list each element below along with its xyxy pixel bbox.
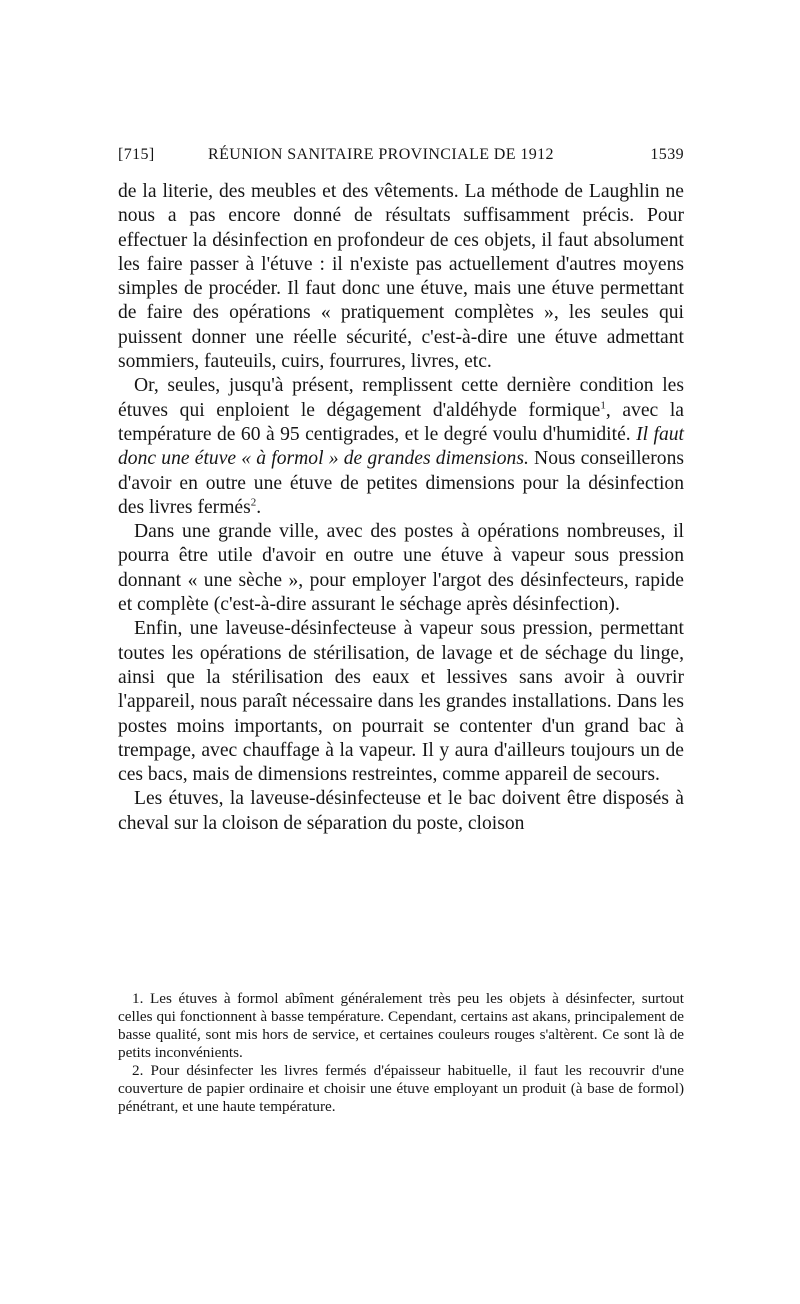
running-title: RÉUNION SANITAIRE PROVINCIALE DE 1912	[208, 146, 554, 163]
running-header	[118, 146, 684, 170]
paragraph-2-italic: Il faut donc une étuve « à formol » de grandes dimensions.	[118, 423, 684, 470]
paragraph-2	[118, 374, 684, 520]
paragraph-2-part-a: Or, seules, jusqu'à présent, remplissent cette dernière condition les étuves qui enploient le dégagement d'aldéhyde formique	[118, 375, 684, 421]
footnotes	[118, 990, 684, 1116]
body-text	[118, 180, 684, 836]
page-number: 1539	[650, 146, 684, 163]
footnote-ref-2: 2	[250, 496, 257, 509]
paragraph-2-part-b: , avec la température de 60 à 95 centigrades, et le degré voulu d'humidité.	[118, 399, 684, 445]
folio-left: [715]	[118, 146, 155, 163]
footnote-1: 1. Les étuves à formol abîment généralement très peu les objets à désinfecter, surtout celles qui fonctionnent à basse température. Cependant, certains ast akans, principalement de basse qualité, sont mis hors de service, et certaines couleurs rouges s'altèrent. Ce sont là de petits inconvénients.	[118, 990, 684, 1061]
footnote-2: 2. Pour désinfecter les livres fermés d'épaisseur habituelle, il faut les recouvrir d'une couverture de papier ordinaire et choisir une étuve employant un produit (à base de formol) pénétrant, et une haute température.	[118, 1062, 684, 1115]
paragraph-2-part-d: .	[256, 496, 262, 518]
paragraph-2-part-c: Nous conseillerons d'avoir en outre une étuve de petites dimensions pour la désinfection des livres fermés	[118, 448, 684, 518]
paragraph-1: de la literie, des meubles et des vêtements. La méthode de Laughlin ne nous a pas encore donné de résultats suffisamment précis. Pour effectuer la désinfection en profondeur de ces objets, il faut absolument les faire passer à l'étuve : il n'existe pas actuellement d'autres moyens simples de procéder. Il faut donc une étuve, mais une étuve permettant de faire des opérations « pratiquement complètes », les seules qui puissent donner une réelle sécurité, c'est-à-dire une étuve admettant sommiers, fauteuils, cuirs, fourrures, livres, etc.	[118, 181, 684, 373]
paragraph-5: Les étuves, la laveuse-désinfecteuse et le bac doivent être disposés à cheval sur la cloison de séparation du poste, cloison	[118, 788, 684, 834]
paragraph-4: Enfin, une laveuse-désinfecteuse à vapeur sous pression, permettant toutes les opérations de stérilisation, de lavage et de séchage du linge, ainsi que la stérilisation des eaux et lessives sans avoir à ouvrir l'appareil, nous paraît nécessaire dans les grandes installations. Dans les postes moins importants, on pourrait se contenter d'un grand bac à trempage, avec chauffage à la vapeur. Il y aura d'ailleurs toujours un de ces bacs, mais de dimensions restreintes, comme appareil de secours.	[118, 618, 684, 786]
footnote-ref-1: 1	[600, 399, 606, 412]
paragraph-3: Dans une grande ville, avec des postes à opérations nombreuses, il pourra être utile d'avoir en outre une étuve à vapeur sous pression donnant « une sèche », pour employer l'argot des désinfecteurs, rapide et complète (c'est-à-dire assurant le séchage après désinfection).	[118, 521, 684, 616]
